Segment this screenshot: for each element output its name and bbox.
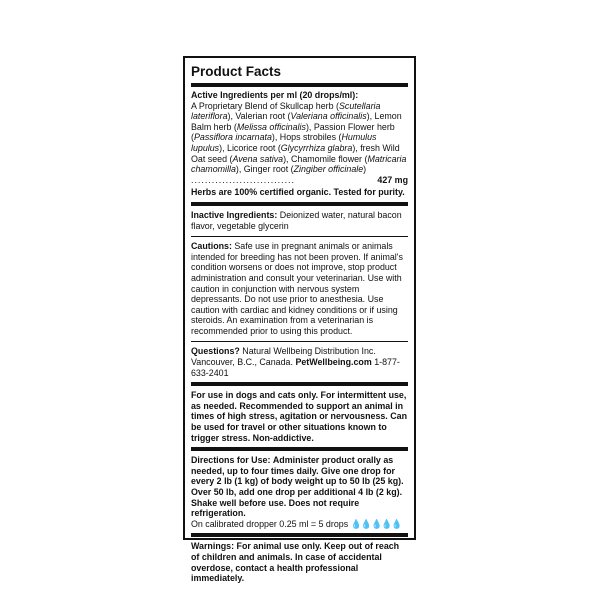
questions-text: Natural Wellbeing Distribution Inc. Vancouver, B.C., Canada. xyxy=(191,346,376,368)
use-text: For use in dogs and cats only. For intermittent use, as needed. Recommended to support an animal in times of high stress, agitation or nervousness. Can be used for travel or other situations known to trigger stress. Non-addictive. xyxy=(191,390,408,443)
website-link[interactable]: PetWellbeing.com xyxy=(295,357,372,368)
blend-segment: ), Valerian root ( xyxy=(227,111,291,122)
inactive-ingredients-section xyxy=(191,202,408,231)
directions-section xyxy=(191,447,408,529)
organic-statement: Herbs are 100% certified organic. Tested for purity. xyxy=(191,187,405,198)
cautions-text: Safe use in pregnant animals or animals intended for breeding has not been proven. If animal's condition worsens or does not improve, stop product administration and consult your veterinarian. Use with caution in conjunction with nervous system depressants. Do not use prior to anesthesia. Use caution with cardiac and kidney conditions or if using steroids. An examination from a veterinarian is recommended prior to using this product. xyxy=(191,241,403,336)
warnings-heading: Warnings: xyxy=(191,541,235,552)
label-title: Product Facts xyxy=(191,64,408,87)
phone-number: 1-877-633-2401 xyxy=(191,357,400,378)
warnings-section xyxy=(191,533,408,583)
botanical-name: Zingiber officinale xyxy=(293,164,364,175)
directions-heading: Directions for Use: xyxy=(191,455,271,466)
blend-amount: 427 mg xyxy=(377,174,408,185)
blend-segment: ), Chamomile flower ( xyxy=(283,153,368,164)
use-section xyxy=(191,382,408,443)
questions-section xyxy=(191,341,408,378)
inactive-text: Deionized water, natural bacon flavor, vegetable glycerin xyxy=(191,209,402,231)
blend-segment: ), Passion Flower herb ( xyxy=(191,121,395,143)
product-facts-label xyxy=(183,56,416,584)
botanical-name: Passiflora incarnata xyxy=(193,132,272,143)
botanical-name: Avena sativa xyxy=(232,153,284,164)
blend-segment: ), fresh Wild Oat seed ( xyxy=(191,142,400,164)
cautions-section xyxy=(191,236,408,336)
cautions-heading: Cautions: xyxy=(191,241,232,252)
blend-line: A Proprietary Blend of Skullcap herb (Scutellaria lateriflora), Valerian root (Valeriana officinalis), Lemon Balm herb (Melissa officinalis), Passion Flower herb (Passiflora incarnata), Hops strobiles (Humulus lupulus), Licorice root (Glycyrrhiza glabra), fresh Wild Oat seed (Avena sativa), Chamomile flower (Matricaria chamomilla), Ginger root (Zingiber officinale) .............................. xyxy=(191,100,407,185)
active-ingredients-section xyxy=(191,90,408,198)
water-drop-icon: 💧💧💧💧💧 xyxy=(350,518,402,529)
inactive-heading: Inactive Ingredients: xyxy=(191,209,278,220)
active-ingredients-heading: Active Ingredients per ml (20 drops/ml): xyxy=(191,90,359,100)
dropper-text: On calibrated dropper 0.25 ml = 5 drops xyxy=(191,518,349,529)
botanical-name: Valeriana officinalis xyxy=(290,111,367,122)
blend-segment: ), Lemon Balm herb ( xyxy=(191,111,402,132)
blend-segment: ) xyxy=(363,164,367,175)
botanical-name: Melissa officinalis xyxy=(236,121,306,132)
botanical-name: Glycyrrhiza glabra xyxy=(280,142,353,153)
blend-segment: ), Ginger root ( xyxy=(235,164,294,175)
blend-segment: A Proprietary Blend of Skullcap herb ( xyxy=(191,100,339,111)
questions-heading: Questions? xyxy=(191,346,240,357)
botanical-name: Humulus lupulus xyxy=(191,132,377,153)
directions-text: Administer product orally as needed, up to four times daily. Give one drop for every 2 lb (1 kg) of body weight up to 50 lb (25 kg). Over 50 lb, add one drop per additional 4 lb (2 kg). Shake well before use. Does not require refrigeration. xyxy=(191,455,404,519)
botanical-name: Matricaria chamomilla xyxy=(191,153,407,175)
botanical-name: Scutellaria lateriflora xyxy=(191,100,381,122)
blend-segment: ), Licorice root ( xyxy=(219,142,281,153)
warnings-text: For animal use only. Keep out of reach of children and animals. In case of accidental overdose, contact a health professional immediately. xyxy=(191,541,400,584)
blend-text xyxy=(191,101,406,175)
blend-segment: ), Hops strobiles ( xyxy=(271,132,342,143)
